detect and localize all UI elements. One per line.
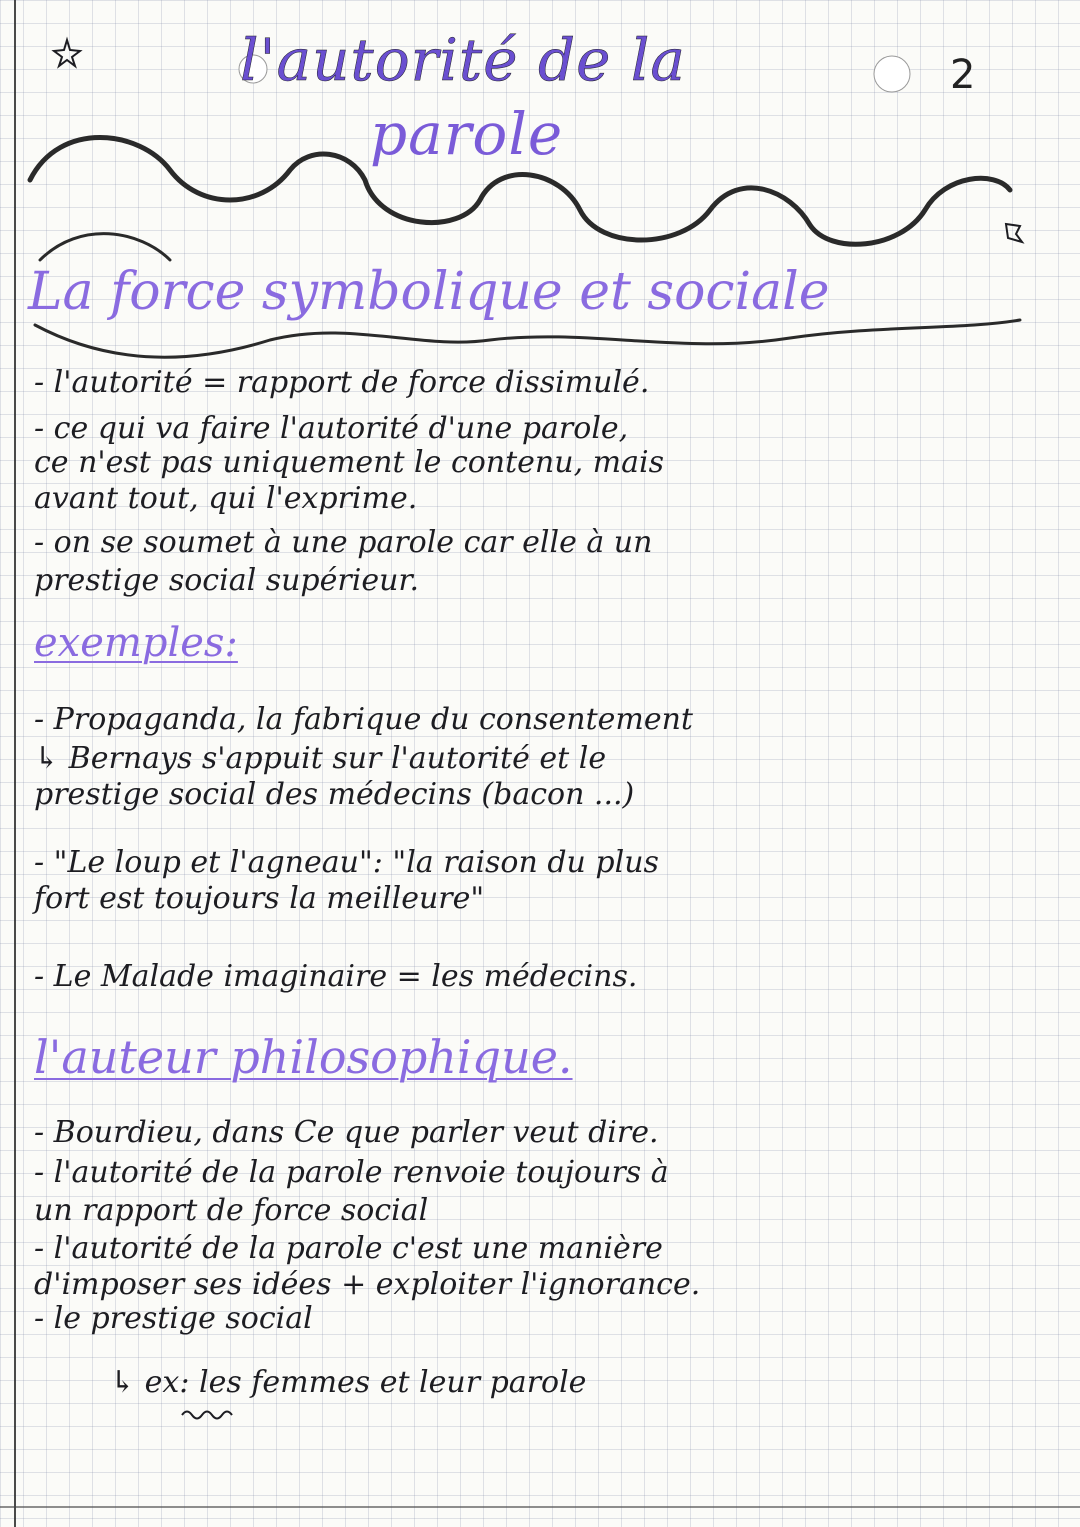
text-line: avant tout, qui l'exprime. [34,481,418,516]
section-heading-force-symbolique: La force symbolique et sociale [28,262,830,322]
text-line: - l'autorité de la parole renvoie toujours à [34,1155,669,1190]
section-heading-auteur-philosophique: l'auteur philosophique. [34,1030,573,1084]
text-line: - on se soumet à une parole car elle à un [34,525,653,560]
text-line: d'imposer ses idées + exploiter l'ignorance. [34,1267,701,1302]
text-line: ↳ ex: les femmes et leur parole [110,1365,587,1400]
text-line: - "Le loup et l'agneau": "la raison du plus [34,845,659,880]
text-line: - Le Malade imaginaire = les médecins. [34,959,638,994]
heading-underline-wave [30,310,1030,370]
margin-line [14,0,16,1527]
text-line: ↳ Bernays s'appuit sur l'autorité et le [34,741,607,776]
text-line: - le prestige social [34,1301,313,1336]
page-number: 2 [950,52,976,98]
text-line: prestige social des médecins (bacon ...) [34,777,635,812]
squiggle-underline [180,1408,240,1422]
examples-heading: exemples: [34,620,238,666]
text-line: - Bourdieu, dans Ce que parler veut dire. [34,1115,659,1150]
title-line-1: l'autorité de la [240,26,687,94]
text-line: - ce qui va faire l'autorité d'une parole, [34,411,629,446]
text-line: - Propaganda, la fabrique du consentement [34,702,693,737]
text-line: ce n'est pas uniquement le contenu, mais [34,445,664,480]
page-bottom-rule [0,1506,1080,1508]
text-line: - l'autorité = rapport de force dissimulé. [34,365,650,400]
text-line: fort est toujours la meilleure" [34,881,485,916]
title-wave-decoration [20,60,1020,280]
text-line: - l'autorité de la parole c'est une manière [34,1231,663,1266]
text-line: prestige social supérieur. [34,563,419,598]
title-line-2: parole [370,100,564,168]
text-line: un rapport de force social [34,1193,429,1228]
